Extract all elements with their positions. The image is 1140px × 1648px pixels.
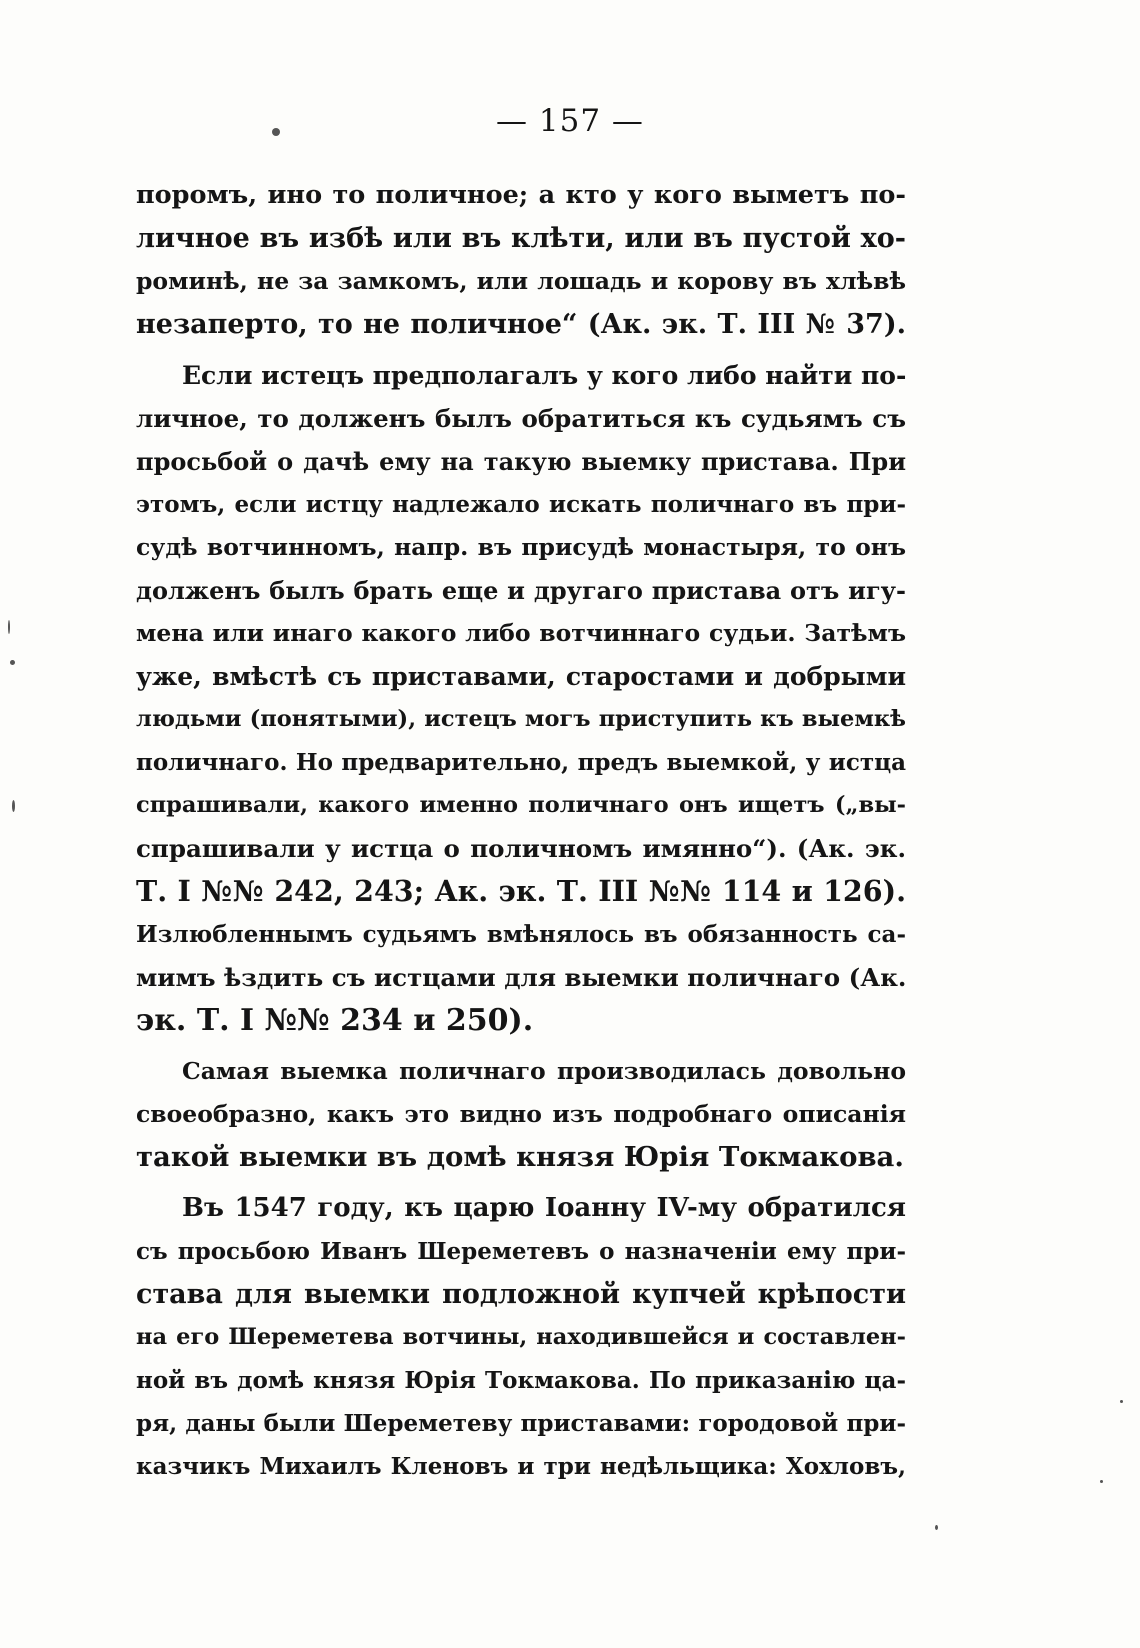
- scan-speck: [272, 128, 280, 136]
- paragraph-2: [136, 354, 906, 1042]
- text-line: Излюбленнымъ судьямъ вмѣнялось въ обязанность са-: [136, 921, 906, 948]
- scan-speck: [1100, 1480, 1103, 1483]
- text-line: людьми (понятыми), истецъ могъ приступить къ выемкѣ: [136, 706, 906, 732]
- text-line: Самая выемка поличнаго производилась довольно: [182, 1057, 906, 1085]
- text-line: просьбой о дачѣ ему на такую выемку пристава. При: [136, 447, 906, 476]
- text-line: такой выемки въ домѣ князя Юрія Токмакова.: [136, 1141, 904, 1173]
- text-line: поромъ, ино то поличное; а кто у кого выметъ по-: [136, 180, 906, 210]
- text-line: Въ 1547 году, къ царю Іоанну IV-му обратился: [182, 1193, 906, 1223]
- text-line: поличнаго. Но предварительно, предъ выемкой, у истца: [136, 749, 906, 776]
- paragraph-4: [136, 1187, 906, 1488]
- text-line: личное, то долженъ былъ обратиться къ судьямъ съ: [136, 404, 906, 433]
- text-line: мимъ ѣздить съ истцами для выемки поличнаго (Ак.: [136, 963, 906, 992]
- text-line: этомъ, если истцу надлежало искать поличнаго въ при-: [136, 491, 906, 518]
- scan-speck: [935, 1525, 938, 1530]
- text-line: эк. Т. I №№ 234 и 250).: [136, 1003, 534, 1038]
- text-line: на его Шереметева вотчины, находившейся и составлен-: [136, 1324, 906, 1350]
- body-text: [136, 174, 906, 1488]
- text-line: става для выемки подложной купчей крѣпости: [136, 1279, 906, 1310]
- scan-speck: [10, 660, 15, 665]
- text-line: судѣ вотчинномъ, напр. въ присудѣ монастыря, то онъ: [136, 533, 906, 561]
- scan-speck: [8, 620, 10, 634]
- text-line: ря, даны были Шереметеву приставами: городовой при-: [136, 1410, 906, 1437]
- text-line: съ просьбою Иванъ Шереметевъ о назначеніи ему при-: [136, 1238, 906, 1265]
- text-line: спрашивали, какого именно поличнаго онъ ищетъ („вы-: [136, 792, 906, 818]
- paragraph-1: [136, 174, 906, 346]
- text-line: долженъ былъ брать еще и другаго пристава отъ игу-: [136, 576, 906, 605]
- text-line: Если истецъ предполагалъ у кого либо найти по-: [182, 361, 906, 390]
- text-line: мена или инаго какого либо вотчиннаго судьи. Затѣмъ: [136, 619, 906, 647]
- text-line: ной въ домѣ князя Юрія Токмакова. По приказанію ца-: [136, 1367, 906, 1394]
- text-line: незаперто, то не поличное“ (Ак. эк. Т. III № 37).: [136, 309, 906, 340]
- paragraph-3: [136, 1050, 906, 1179]
- text-line: личное въ избѣ или въ клѣти, или въ пустой хо-: [136, 223, 906, 254]
- text-line: казчикъ Михаилъ Кленовъ и три недѣльщика: Хохловъ,: [136, 1453, 906, 1480]
- scan-speck: [1120, 1400, 1123, 1403]
- text-line: роминѣ, не за замкомъ, или лошадь и корову въ хлѣвѣ: [136, 267, 906, 295]
- text-line: своеобразно, какъ это видно изъ подробнаго описанія: [136, 1100, 906, 1128]
- text-line: уже, вмѣстѣ съ приставами, старостами и добрыми: [136, 662, 906, 691]
- page-number: — 157 —: [496, 103, 644, 139]
- text-line: Т. I №№ 242, 243; Ак. эк. Т. III №№ 114 и 126).: [136, 874, 906, 908]
- text-line: спрашивали у истца о поличномъ имянно“). (Ак. эк.: [136, 834, 906, 863]
- scan-speck: [12, 800, 15, 812]
